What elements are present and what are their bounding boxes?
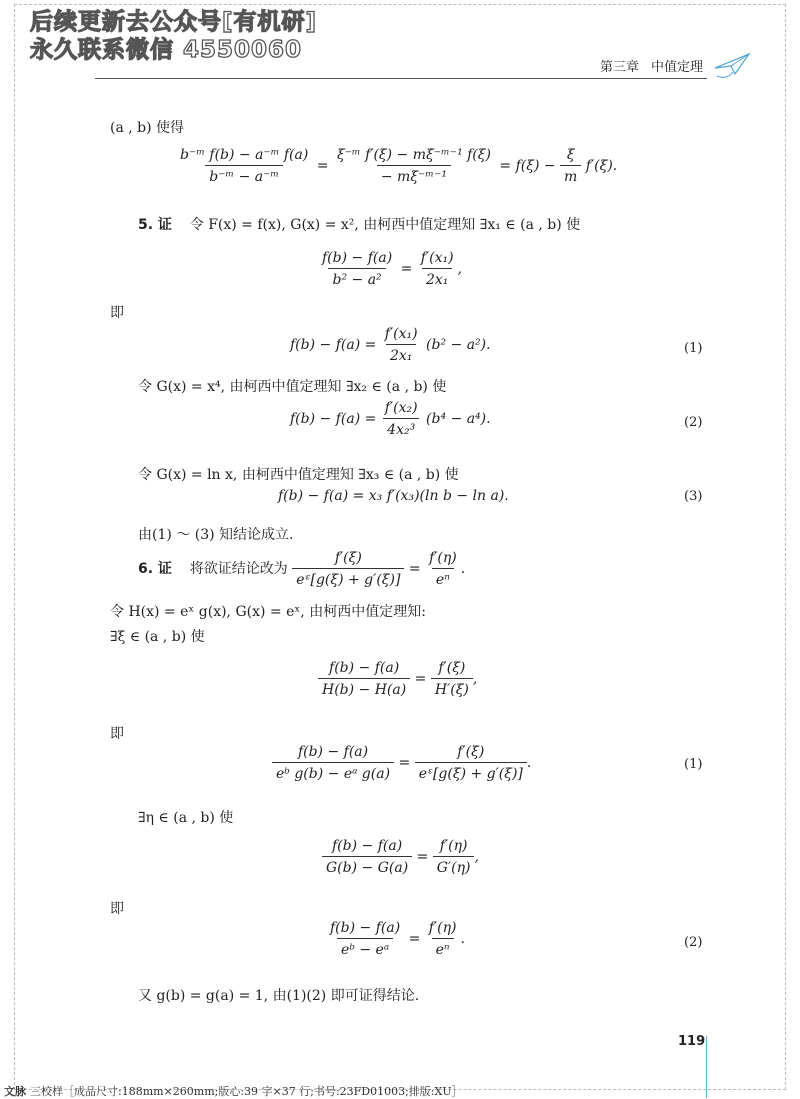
watermark-line-1: 后续更新去公众号[有机研]: [30, 9, 318, 35]
chapter-title: 中值定理: [651, 60, 704, 75]
fraction-denominator: eⁿ: [432, 568, 454, 588]
text-line: 令 G(x) = ln x, 由柯西中值定理知 ∃x₃ ∈ (a , b) 使: [138, 467, 459, 483]
page-number: 119: [678, 1034, 706, 1049]
fraction-denominator: H(b) − H(a): [318, 678, 410, 698]
fraction-numerator: b⁻ᵐ f(b) − a⁻ᵐ f(a): [180, 147, 309, 163]
print-footer: [4, 1083, 463, 1099]
chapter-label: 第三章: [600, 60, 640, 75]
equation: $\frac{f(b) - f(a)}{\text{b² − a²}}$ = $\frac{\text{f′(x₁)}}{\text{2x₁}}$ ,: [318, 250, 462, 288]
equation: $\frac{f(b) - f(a)}{G(b) - G(a)}$ = $\frac{f'(\eta)}{G'(\eta)}$ ,: [322, 838, 479, 876]
text-line: 令 H(x) = eˣ g(x), G(x) = eˣ, 由柯西中值定理知:: [110, 604, 426, 620]
equation-part: (b⁴ − a⁴).: [426, 411, 491, 427]
text-line: ∃ξ ∈ (a , b) 使: [110, 629, 205, 645]
fraction-denominator: − mξ⁻ᵐ⁻¹: [377, 165, 451, 185]
text-line: ∃η ∈ (a , b) 使: [138, 810, 234, 826]
equation: [290, 400, 491, 438]
equation-part: f′(ξ).: [585, 158, 618, 174]
fraction-numerator: ξ⁻ᵐ f′(ξ) − mξ⁻ᵐ⁻¹ f(ξ): [336, 147, 491, 163]
fraction-numerator: f(b) − f(a): [329, 660, 400, 676]
text-line: 即: [110, 901, 124, 917]
equation-number: (1): [684, 757, 703, 772]
equation-number: (2): [684, 935, 703, 950]
text-line: 即: [110, 305, 124, 321]
equation-number: (2): [684, 415, 703, 430]
fraction-numerator: f′(x₁): [384, 326, 418, 342]
equation: $\frac{f(b) - f(a)}{H(b) - H(a)}$ = $\frac{f'(\xi)}{H'(\xi)}$ ,: [318, 660, 477, 698]
fraction-numerator: f(b) − f(a): [322, 250, 393, 266]
fraction-numerator: f(b) − f(a): [330, 920, 401, 936]
fraction-numerator: f′(η): [429, 550, 457, 566]
problem-text: 令 F(x) = f(x), G(x) = x², 由柯西中值定理知 ∃x₁ ∈ (a , b) 使: [189, 217, 581, 233]
running-header: [600, 56, 703, 75]
fraction-numerator: f′(x₂): [384, 400, 418, 416]
fraction-numerator: ξ: [566, 147, 575, 163]
text-line: 又 g(b) = g(a) = 1, 由(1)(2) 即可证得结论.: [138, 988, 420, 1004]
fraction-denominator: m: [560, 165, 581, 185]
fraction-denominator: b⁻ᵐ − a⁻ᵐ: [205, 165, 283, 185]
text-line: 即: [110, 726, 124, 742]
text-line: 由(1) ～ (3) 知结论成立.: [138, 527, 294, 543]
fraction-denominator: eᵋ[g(ξ) + g′(ξ)]: [415, 762, 527, 782]
fraction-denominator: G(b) − G(a): [322, 856, 412, 876]
watermark: [30, 8, 317, 64]
fraction-denominator: 2x₁: [422, 268, 452, 288]
equation: [290, 326, 491, 364]
fraction-numerator: f′(ξ): [334, 550, 362, 566]
page-number-rule: [706, 1036, 707, 1098]
equation-part: (b² − a²).: [426, 337, 491, 353]
fraction-denominator: eᵇ g(b) − eᵃ g(a): [272, 762, 394, 782]
problem-label: 5. 证: [138, 217, 172, 233]
footer-info: 三校样［成品尺寸:188mm×260mm;版心:39 字×37 行;书号:23FD01003;排版:XU］: [30, 1085, 463, 1098]
equation: $\frac{f(b) - f(a)}{\text{eᵇ − eᵃ}}$ = $\frac{f'(\eta)}{\text{eⁿ}}$ .: [326, 920, 465, 958]
paragraph: [138, 214, 580, 234]
footer-brand: 文脉: [4, 1085, 26, 1098]
equation-part: f(b) − f(a) =: [290, 337, 377, 353]
equation: $\frac{f(b) - f(a)}{\text{eᵇ g(b) − eᵃ g(a)}}$ = $\frac{f'(\xi)}{\text{eᵋ[g(ξ) + g′(ξ)]}}$ .: [272, 744, 531, 782]
equation-part: = f(ξ) −: [499, 158, 556, 174]
equation-number: (3): [684, 489, 703, 504]
fraction-numerator: f′(ξ): [438, 660, 466, 676]
fraction-numerator: f′(η): [428, 920, 457, 936]
fraction-numerator: f′(ξ): [457, 744, 485, 760]
equation-number: (1): [684, 341, 703, 356]
problem-text: 将欲证结论改为: [189, 561, 288, 577]
fraction-denominator: 4x₂³: [383, 418, 419, 438]
text-line: (a , b) 使得: [110, 120, 185, 136]
text-line: 令 G(x) = x⁴, 由柯西中值定理知 ∃x₂ ∈ (a , b) 使: [138, 379, 447, 395]
paragraph: 6. 证 将欲证结论改为 $\frac{f'(\xi)}{\text{eᵋ[g(ξ) + g′(ξ)]}}$ = $\frac{f'(\eta)}{\text{eⁿ}}$ .: [138, 550, 466, 588]
fraction-denominator: H′(ξ): [431, 678, 473, 698]
fraction-numerator: f′(x₁): [420, 250, 454, 266]
fraction-denominator: eᵇ − eᵃ: [337, 938, 393, 958]
fraction-denominator: eⁿ: [432, 938, 454, 958]
fraction-denominator: G′(η): [433, 856, 475, 876]
fraction-numerator: f(b) − f(a): [297, 744, 369, 760]
equation: $\frac{\text{b⁻ᵐ f(b) − a⁻ᵐ f(a)}}{\text{b⁻ᵐ − a⁻ᵐ}}$ = $\frac{\text{ξ⁻ᵐ f′(ξ) − mξ⁻ᵐ⁻¹ f(ξ)}}{\text{− mξ⁻ᵐ⁻¹}}$ = f(ξ) − $\frac{\xi}{m}$ f′(ξ).: [176, 147, 617, 185]
equation-part: f(b) − f(a) =: [290, 411, 377, 427]
equation: f(b) − f(a) = x₃ f′(x₃)(ln b − ln a).: [278, 488, 509, 504]
fraction-denominator: eᵋ[g(ξ) + g′(ξ)]: [292, 568, 404, 588]
fraction-denominator: 2x₁: [386, 344, 416, 364]
fraction-numerator: f′(η): [439, 838, 468, 854]
fraction-denominator: b² − a²: [328, 268, 385, 288]
problem-label: 6. 证: [138, 561, 172, 577]
header-rule: [95, 78, 707, 79]
paper-plane-icon: [713, 50, 753, 80]
fraction-numerator: f(b) − f(a): [332, 838, 403, 854]
watermark-line-2: 永久联系微信 4550060: [30, 37, 303, 63]
